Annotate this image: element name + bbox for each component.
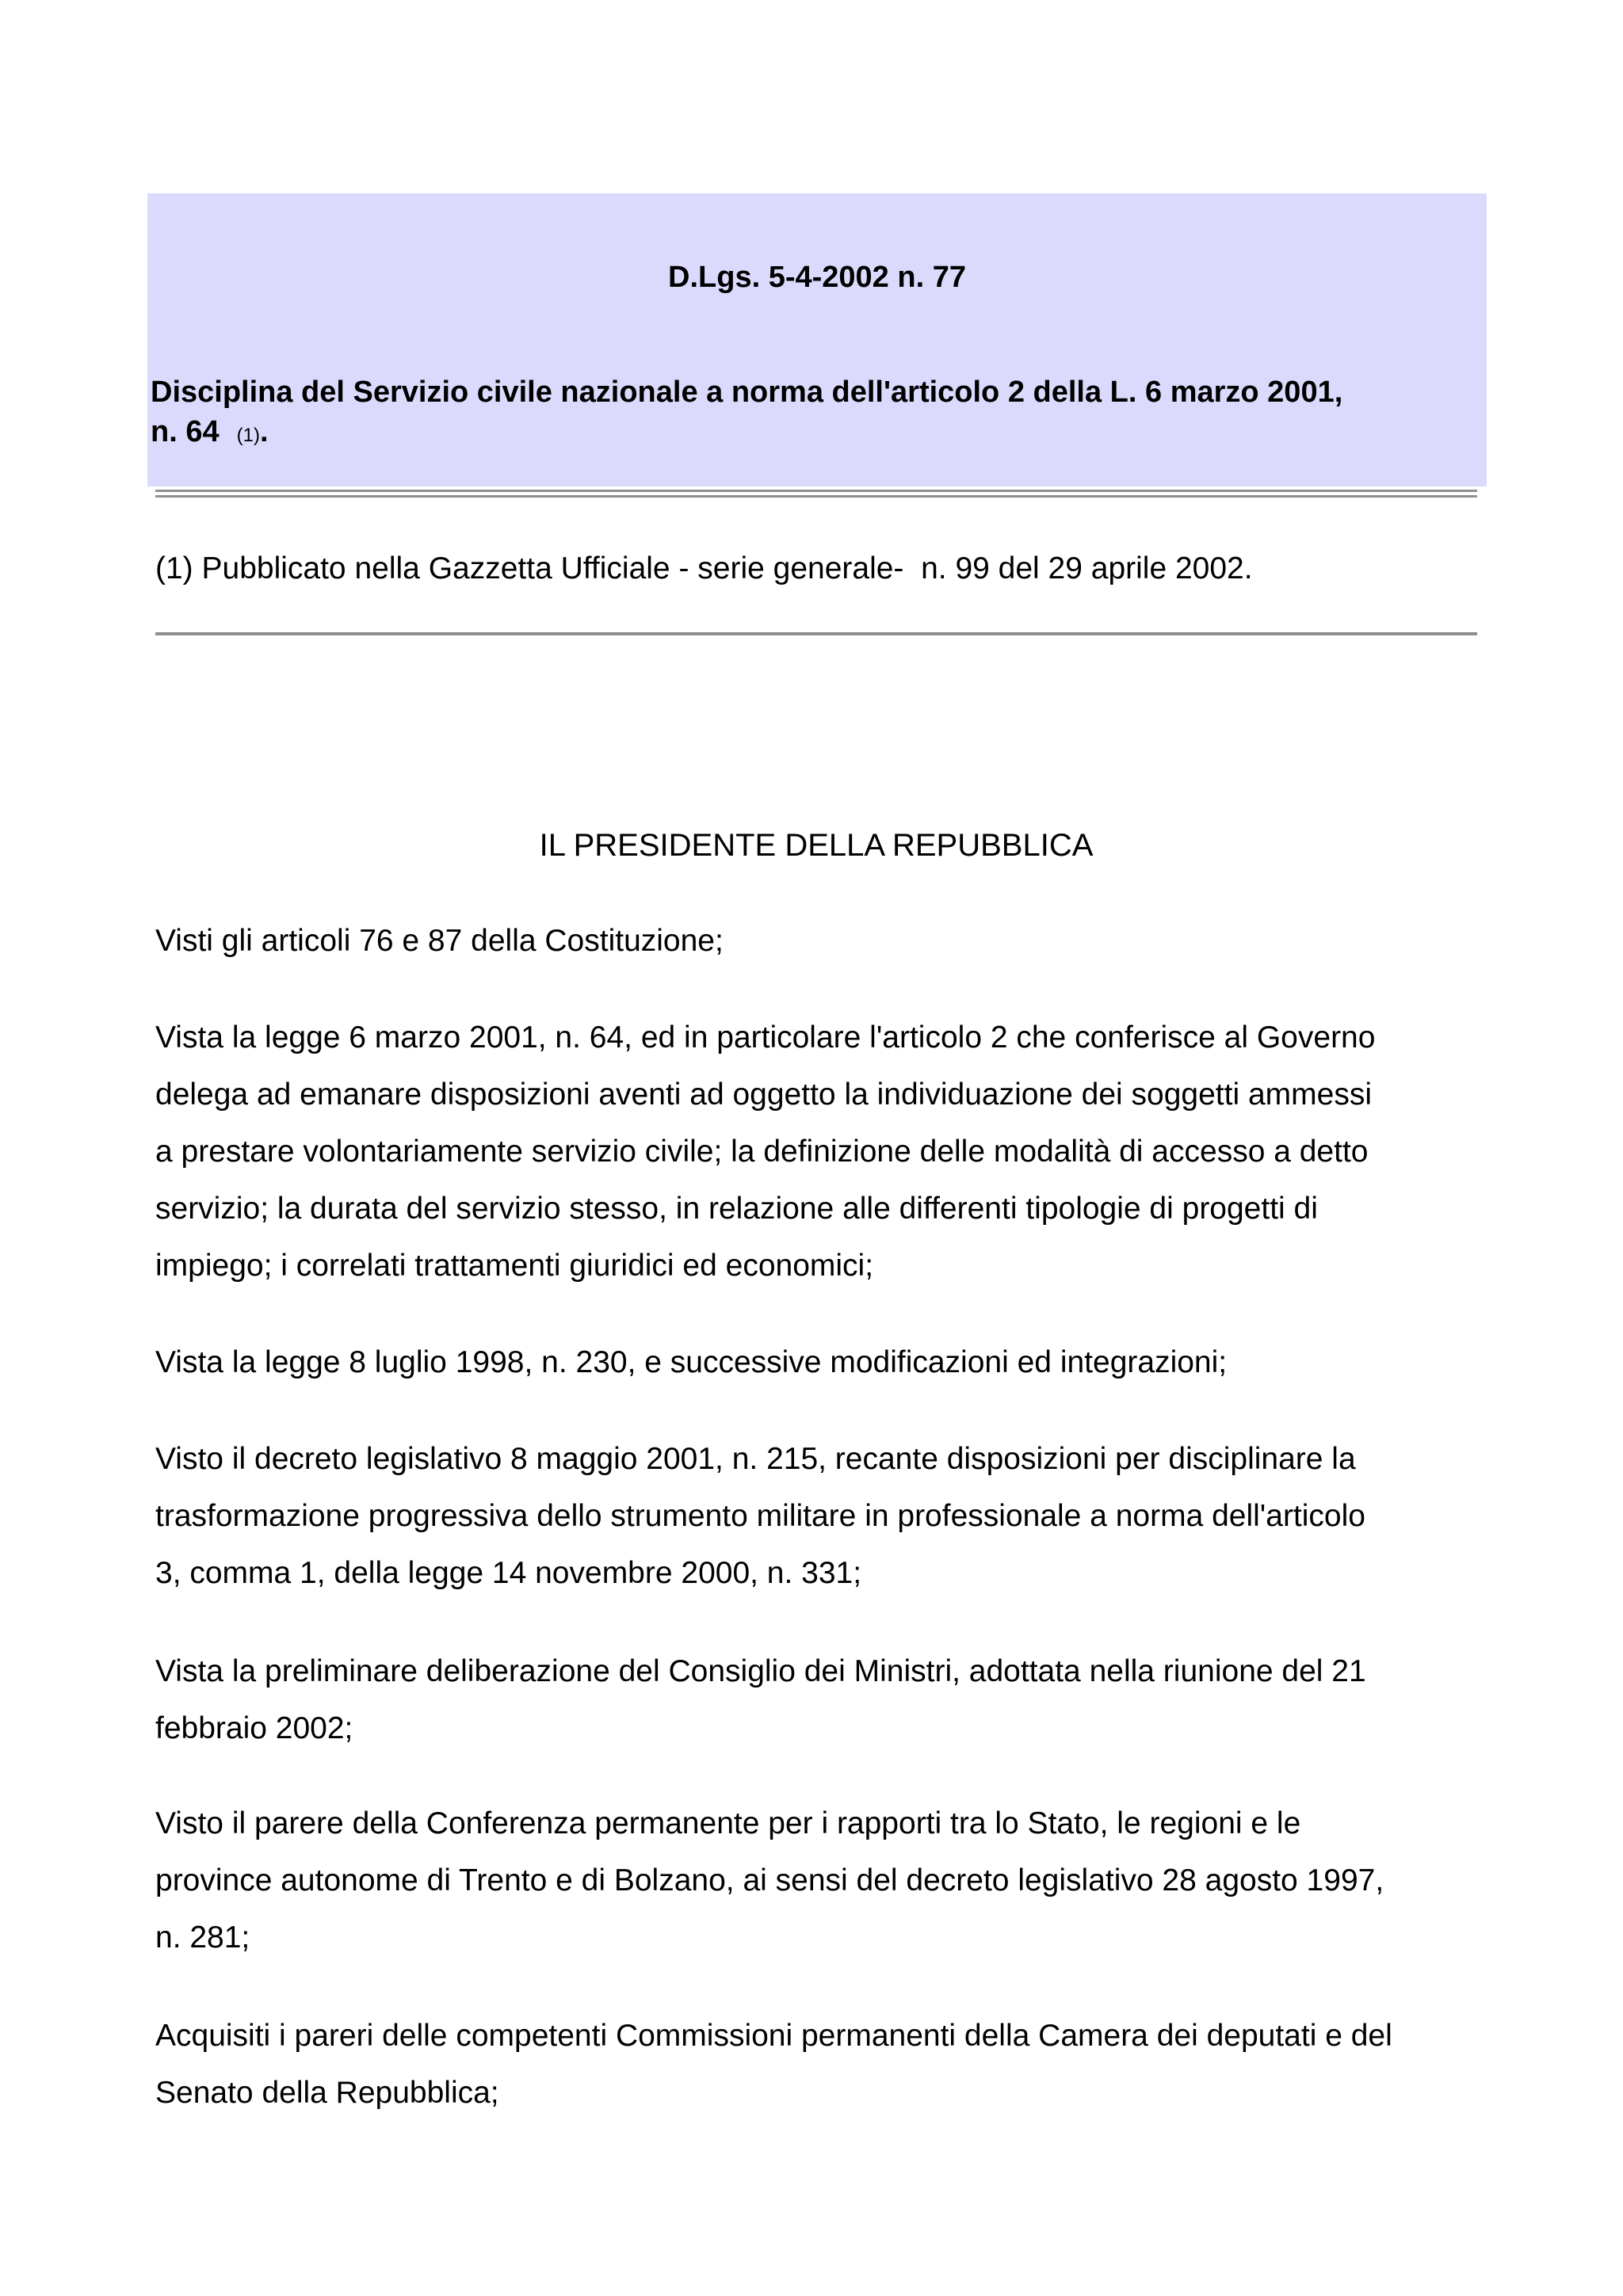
paragraph-line: Visto il parere della Conferenza permanente per i rapporti tra lo Stato, le regioni e le <box>155 1806 1301 1840</box>
paragraph-line: Vista la legge 8 luglio 1998, n. 230, e successive modificazioni ed integrazioni; <box>155 1345 1228 1379</box>
paragraph-line: servizio; la durata del servizio stesso, in relazione alle differenti tipologie di progetti di <box>155 1192 1318 1226</box>
paragraph-6 <box>155 1795 1495 1966</box>
paragraph-line: Acquisiti i pareri delle competenti Commissioni permanenti della Camera dei deputati e del <box>155 2019 1392 2053</box>
document-code: D.Lgs. 5-4-2002 n. 77 <box>668 261 966 294</box>
paragraph-line: febbraio 2002; <box>155 1711 353 1745</box>
paragraph-line: trasformazione progressiva dello strumento militare in professionale a norma dell'articolo <box>155 1499 1365 1533</box>
document-title <box>151 372 1482 456</box>
paragraph-5 <box>155 1643 1495 1757</box>
footnote-publication: (1) Pubblicato nella Gazzetta Ufficiale - serie generale- n. 99 del 29 aprile 2002. <box>155 551 1253 585</box>
issuer-heading: IL PRESIDENTE DELLA REPUBBLICA <box>539 828 1094 863</box>
paragraph-line: a prestare volontariamente servizio civile; la definizione delle modalità di accesso a detto <box>155 1135 1369 1169</box>
paragraph-line: Visto il decreto legislativo 8 maggio 2001, n. 215, recante disposizioni per disciplinare la <box>155 1442 1356 1476</box>
paragraph-4 <box>155 1431 1495 1602</box>
paragraph-line: province autonome di Trento e di Bolzano, ai sensi del decreto legislativo 28 agosto 1997, <box>155 1863 1384 1897</box>
paragraph-7 <box>155 2008 1495 2122</box>
paragraph-line: Visti gli articoli 76 e 87 della Costituzione; <box>155 924 724 958</box>
paragraph-line: Senato della Repubblica; <box>155 2076 499 2110</box>
paragraph-2 <box>155 1009 1495 1295</box>
title-footnote-ref: (1) <box>236 425 260 446</box>
header-double-rule <box>155 490 1477 498</box>
paragraph-line: Vista la preliminare deliberazione del Consiglio dei Ministri, adottata nella riunione del 21 <box>155 1654 1366 1688</box>
paragraph-1 <box>155 913 1495 970</box>
paragraph-line: 3, comma 1, della legge 14 novembre 2000, n. 331; <box>155 1556 862 1590</box>
document-title-line-2 <box>151 412 1482 456</box>
document-title-line-2-text: n. 64 <box>151 415 220 448</box>
paragraph-line: n. 281; <box>155 1920 250 1955</box>
footnote-rule <box>155 632 1477 635</box>
document-title-line-1: Disciplina del Servizio civile nazionale a norma dell'articolo 2 della L. 6 marzo 2001, <box>151 376 1343 409</box>
title-end-punctuation: . <box>259 415 269 448</box>
paragraph-3 <box>155 1334 1495 1391</box>
paragraph-line: Vista la legge 6 marzo 2001, n. 64, ed in particolare l'articolo 2 che conferisce al Governo <box>155 1020 1376 1055</box>
paragraph-line: delega ad emanare disposizioni aventi ad oggetto la individuazione dei soggetti ammessi <box>155 1077 1372 1112</box>
paragraph-line: impiego; i correlati trattamenti giuridici ed economici; <box>155 1249 874 1283</box>
